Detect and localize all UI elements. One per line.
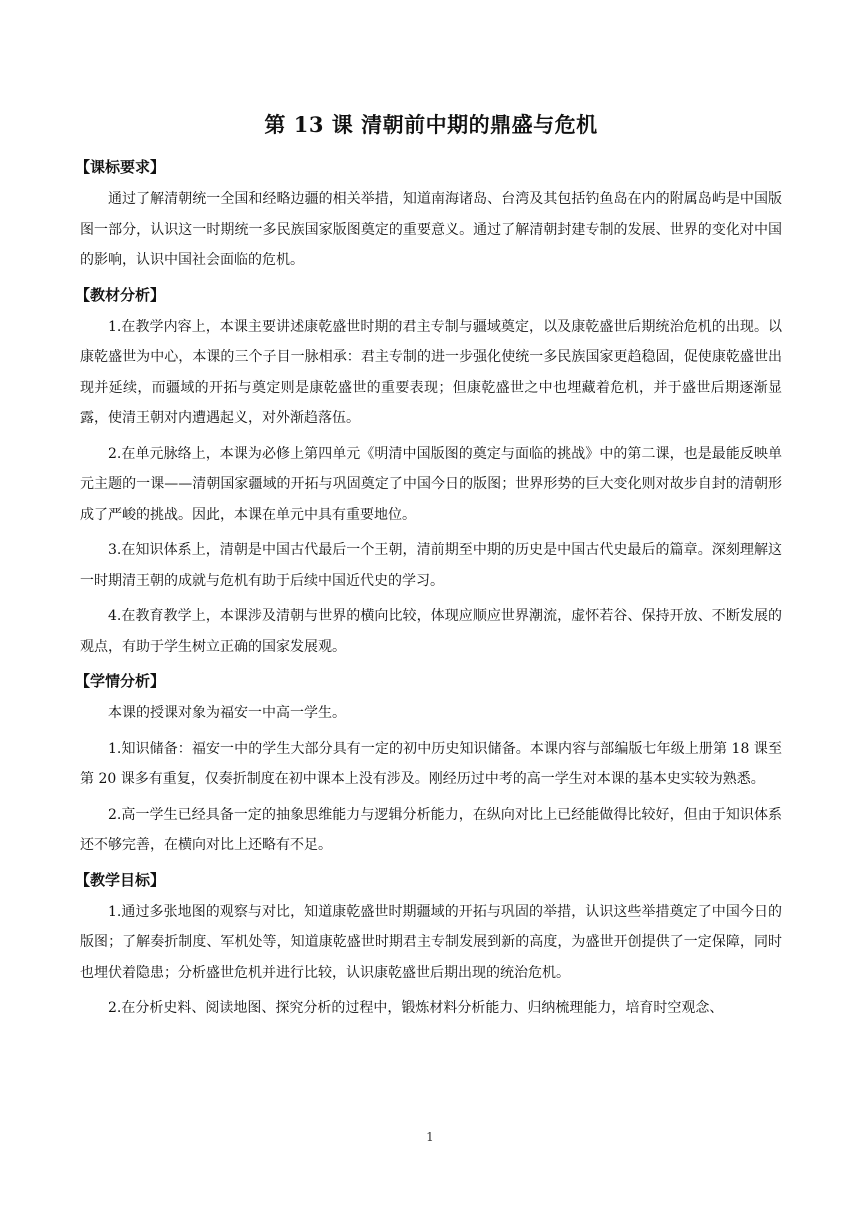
paragraph: 本课的授课对象为福安一中高一学生。: [108, 705, 346, 721]
paragraph: 2.在单元脉络上，本课为必修上第四单元《明清中国版图的奠定与面临的挑战》中的第二课，也是最能反映单元主题的一课——清朝国家疆域的开拓与巩固奠定了中国今日的版图；世界形势的巨大变化则对故步自封的清朝形成了严峻的挑战。因此，本课在单元中具有重要地位。: [80, 445, 782, 523]
section-curriculum-requirements: [75, 154, 782, 276]
page-content: [75, 110, 782, 1029]
section-teaching-objectives: [75, 867, 782, 1024]
paragraph: 3.在知识体系上，清朝是中国古代最后一个王朝，清前期至中期的历史是中国古代史最后的篇章。深刻理解这一时期清王朝的成就与危机有助于后续中国近代史的学习。: [80, 542, 782, 589]
section-heading: 【教学目标】: [75, 870, 166, 889]
section-heading: 【学情分析】: [75, 672, 166, 690]
page-title: 第 13 课 清朝前中期的鼎盛与危机: [264, 112, 598, 137]
paragraph: 4.在教育教学上，本课涉及清朝与世界的横向比较，体现应顺应世界潮流，虚怀若谷、保持开放、不断发展的观点，有助于学生树立正确的国家发展观。: [80, 608, 782, 655]
paragraph: 1.知识储备：福安一中的学生大部分具有一定的初中历史知识储备。本课内容与部编版七年级上册第 18 课至第 20 课多有重复，仅奏折制度在初中课本上没有涉及。刚经历过中考的高一学生对本课的基本史实较为熟悉。: [80, 740, 782, 787]
paragraph: 1.在教学内容上，本课主要讲述康乾盛世时期的君主专制与疆域奠定，以及康乾盛世后期统治危机的出现。以康乾盛世为中心，本课的三个子目一脉相承：君主专制的进一步强化使统一多民族国家更趋稳固，促使康乾盛世出现并延续，而疆域的开拓与奠定则是康乾盛世的重要表现；但康乾盛世之中也埋藏着危机，并于盛世后期逐渐显露，使清王朝对内遭遇起义，对外渐趋落伍。: [80, 318, 782, 426]
paragraph: 2.在分析史料、阅读地图、探究分析的过程中，锻炼材料分析能力、归纳梳理能力，培育时空观念、: [108, 1000, 724, 1016]
paragraph: 通过了解清朝统一全国和经略边疆的相关举措，知道南海诸岛、台湾及其包括钓鱼岛在内的附属岛屿是中国版图一部分，认识这一时期统一多民族国家版图奠定的重要意义。通过了解清朝封建专制的发展、世界的变化对中国的影响，认识中国社会面临的危机。: [80, 191, 782, 268]
section-textbook-analysis: [75, 282, 782, 663]
page-number: 1: [426, 1130, 434, 1144]
section-student-analysis: [75, 668, 782, 861]
paragraph: 2.高一学生已经具备一定的抽象思维能力与逻辑分析能力，在纵向对比上已经能做得比较好，但由于知识体系还不够完善，在横向对比上还略有不足。: [80, 806, 782, 853]
section-heading: 【教材分析】: [75, 285, 166, 304]
section-heading: 【课标要求】: [75, 158, 166, 176]
paragraph: 1.通过多张地图的观察与对比，知道康乾盛世时期疆域的开拓与巩固的举措，认识这些举措奠定了中国今日的版图；了解奏折制度、军机处等，知道康乾盛世时期君主专制发展到新的高度，为盛世开创提供了一定保障，同时也埋伏着隐患；分析盛世危机并进行比较，认识康乾盛世后期出现的统治危机。: [80, 903, 782, 981]
